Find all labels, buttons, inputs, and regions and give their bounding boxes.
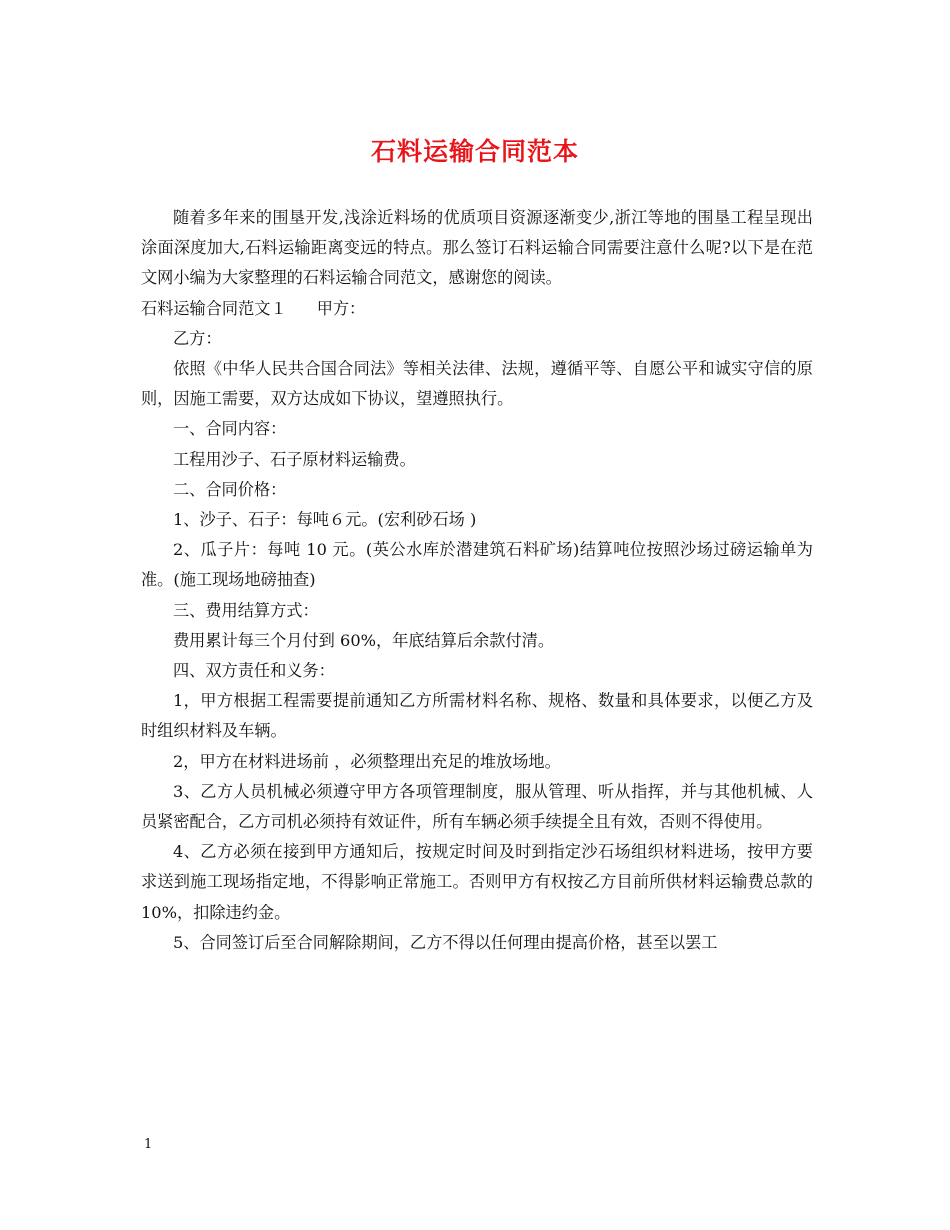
section3-heading: 三、费用结算方式： bbox=[173, 600, 319, 620]
section2-heading: 二、合同价格： bbox=[173, 479, 287, 499]
section4-heading: 四、双方责任和义务： bbox=[173, 661, 335, 681]
section4-item-1: 1，甲方根据工程需要提前通知乙方所需材料名称、规格、数量和具体要求，以便乙方及时组织材料及车辆。 bbox=[141, 691, 813, 741]
document-body bbox=[141, 203, 813, 958]
section1-text: 工程用沙子、石子原材料运输费。 bbox=[173, 449, 416, 469]
section4-item-3: 3、乙方人员机械必须遵守甲方各项管理制度，服从管理、听从指挥，并与其他机械、人员紧密配合，乙方司机必须持有效证件，所有车辆必须手续提全且有效，否则不得使用。 bbox=[141, 781, 813, 832]
section3-text: 费用累计每三个月付到 60%，年底结算后余款付清。 bbox=[173, 630, 555, 650]
page-number: 1 bbox=[144, 1137, 153, 1152]
section2-item-1: 1、沙子、石子：每吨６元。(宏利砂石场 ) bbox=[173, 510, 477, 530]
section1-heading: 一、合同内容： bbox=[173, 419, 287, 439]
preamble-paragraph: 依照《中华人民共合国合同法》等相关法律、法规，遵循平等、自愿公平和诚实守信的原则，因施工需要，双方达成如下协议，望遵照执行。 bbox=[141, 359, 813, 409]
sample-heading-line bbox=[141, 294, 813, 324]
party-a-label: 甲方： bbox=[316, 298, 366, 318]
section4-item-4: 4、乙方必须在接到甲方通知后，按规定时间及时到指定沙石场组织材料进场，按甲方要求送到施工现场指定地，不得影响正常施工。否则甲方有权按乙方目前所供材料运输费总款的 10%，扣除违约金。 bbox=[141, 842, 813, 922]
sample-heading: 石料运输合同范文１ bbox=[141, 298, 287, 318]
page-title: 石料运输合同范本 bbox=[370, 137, 579, 166]
party-b-label: 乙方： bbox=[173, 328, 222, 348]
section2-item-2: 2、瓜子片：每吨 10 元。(英公水库於潜建筑石料矿场)结算吨位按照沙场过磅运输单为准。(施工现场地磅抽查) bbox=[141, 540, 813, 590]
intro-paragraph: 随着多年来的围垦开发,浅涂近料场的优质项目资源逐渐变少,浙江等地的围垦工程呈现出涂面深度加大,石料运输距离变远的特点。那么签订石料运输合同需要注意什么呢?以下是在范文网小编为大家整理的石料运输合同范文，感谢您的阅读。 bbox=[141, 208, 813, 288]
section4-item-5: 5、合同签订后至合同解除期间，乙方不得以任何理由提高价格，甚至以罢工 bbox=[173, 932, 718, 952]
section4-item-2: 2，甲方在材料进场前 ，必须整理出充足的堆放场地。 bbox=[173, 751, 561, 771]
